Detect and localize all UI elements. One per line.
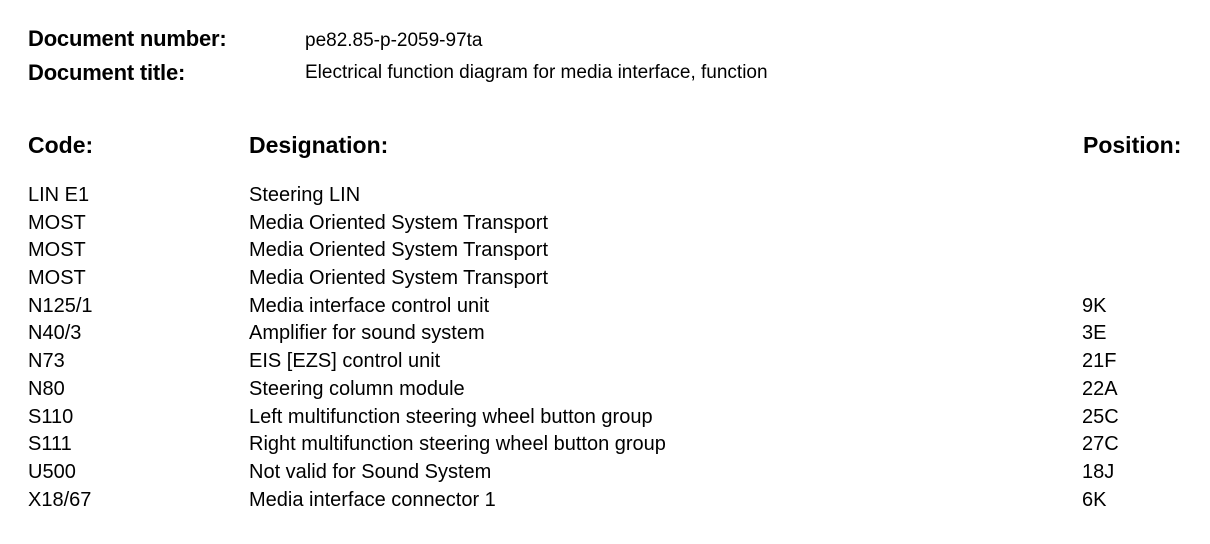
code-cell: S110 (28, 405, 74, 428)
document-title-label: Document title: (28, 60, 186, 85)
code-cell: N125/1 (28, 294, 93, 317)
component-table (0, 182, 1210, 514)
designation-cell: Media interface control unit (249, 294, 490, 317)
position-cell: 25C (1082, 405, 1119, 428)
column-header-position: Position: (1083, 132, 1182, 158)
code-cell: U500 (28, 460, 76, 483)
position-cell: 27C (1082, 433, 1119, 456)
designation-cell: Media Oriented System Transport (249, 239, 549, 262)
position-cell: 6K (1082, 488, 1107, 511)
designation-cell: Media Oriented System Transport (249, 211, 549, 234)
designation-cell: Right multifunction steering wheel button group (249, 433, 666, 456)
table-row (0, 348, 1210, 376)
table-row (0, 237, 1210, 265)
code-cell: MOST (28, 267, 86, 290)
table-row (0, 459, 1210, 487)
designation-cell: Left multifunction steering wheel button group (249, 405, 653, 428)
position-cell: 18J (1082, 460, 1115, 483)
document-number-value: pe82.85-p-2059-97ta (305, 30, 483, 51)
table-row (0, 182, 1210, 210)
code-cell: MOST (28, 211, 86, 234)
designation-cell: Steering column module (249, 377, 465, 400)
designation-cell: EIS [EZS] control unit (249, 350, 441, 373)
code-cell: N40/3 (28, 322, 82, 345)
table-row (0, 431, 1210, 459)
column-header-code: Code: (28, 132, 94, 158)
table-row (0, 487, 1210, 515)
code-cell: N73 (28, 350, 65, 373)
column-header-designation: Designation: (249, 132, 389, 158)
designation-cell: Amplifier for sound system (249, 322, 485, 345)
code-cell: MOST (28, 239, 86, 262)
code-cell: LIN E1 (28, 184, 90, 206)
code-cell: X18/67 (28, 488, 92, 511)
position-cell: 21F (1082, 350, 1117, 373)
table-row (0, 404, 1210, 432)
code-cell: S111 (28, 433, 72, 456)
table-row (0, 376, 1210, 404)
table-row (0, 210, 1210, 238)
position-cell: 22A (1082, 377, 1118, 400)
document-number-label: Document number: (28, 26, 227, 51)
designation-cell: Media Oriented System Transport (249, 267, 549, 290)
designation-cell: Media interface connector 1 (249, 488, 496, 511)
document-title-value: Electrical function diagram for media interface, function (305, 62, 768, 83)
table-row (0, 293, 1210, 321)
designation-cell: Steering LIN (249, 184, 361, 206)
table-row (0, 320, 1210, 348)
position-cell: 3E (1082, 322, 1107, 345)
code-cell: N80 (28, 377, 65, 400)
designation-cell: Not valid for Sound System (249, 460, 492, 483)
position-cell: 9K (1082, 294, 1107, 317)
table-row (0, 265, 1210, 293)
